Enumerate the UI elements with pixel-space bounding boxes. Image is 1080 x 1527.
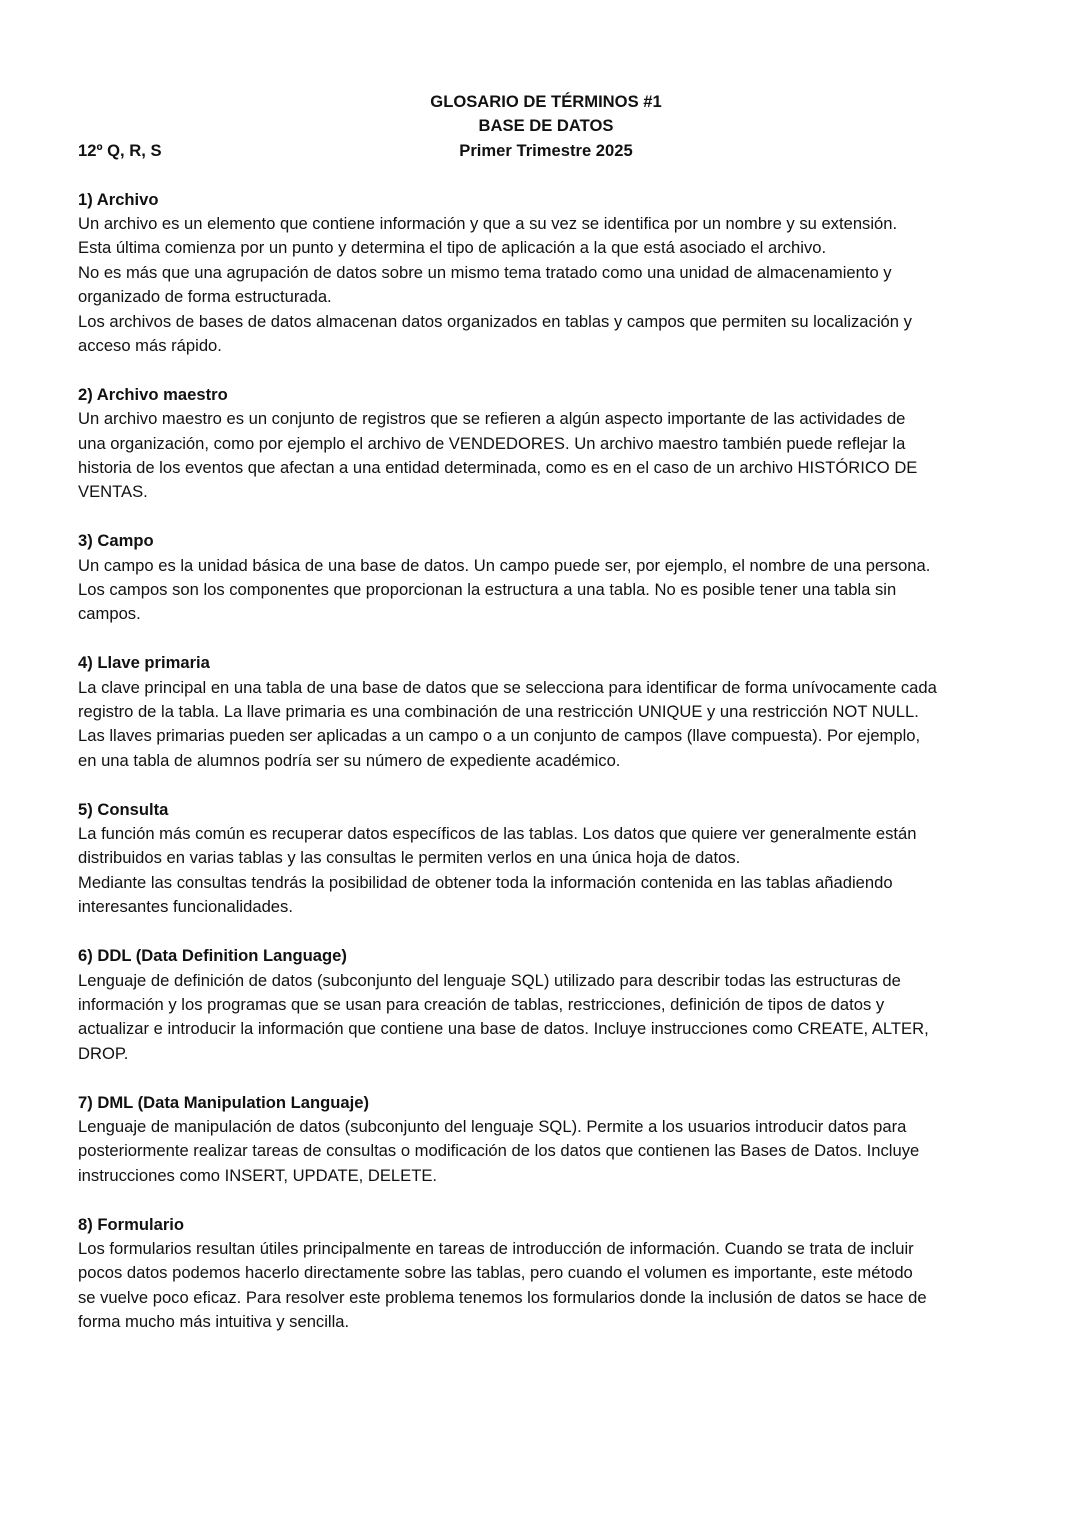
- entry-title: 1) Archivo: [78, 189, 159, 209]
- glossary-entry: [78, 163, 1038, 358]
- glossary-entry: [78, 773, 1038, 919]
- entry-text-line: Lenguaje de manipulación de datos (subconjunto del lenguaje SQL). Permite a los usuarios introducir datos para: [78, 1116, 907, 1136]
- document-term: Primer Trimestre 2025: [459, 140, 633, 160]
- entry-title: 6) DDL (Data Definition Language): [78, 946, 347, 966]
- glossary-entry: [78, 505, 1038, 627]
- entry-text-line: información y los programas que se usan para creación de tablas, restricciones, definición de tipos de datos y: [78, 994, 885, 1014]
- entry-text-line: acceso más rápido.: [78, 336, 222, 356]
- spacer: [78, 1066, 1038, 1090]
- glossary-entry: [78, 358, 1038, 504]
- entry-text-line: Lenguaje de definición de datos (subconjunto del lenguaje SQL) utilizado para describir todas las estructuras de: [78, 970, 901, 990]
- entry-text-line: Un archivo maestro es un conjunto de registros que se refieren a algún aspecto importante de las actividades de: [78, 409, 906, 429]
- spacer: [78, 920, 1038, 944]
- entry-text-line: Los formularios resultan útiles principalmente en tareas de introducción de información. Cuando se trata de incluir: [78, 1238, 914, 1258]
- entry-text-line: Los archivos de bases de datos almacenan datos organizados en tablas y campos que permiten su localización y: [78, 311, 912, 331]
- document-page: [78, 90, 1038, 1335]
- entry-text-line: instrucciones como INSERT, UPDATE, DELETE.: [78, 1165, 438, 1185]
- document-subject: BASE DE DATOS: [478, 116, 614, 136]
- entry-text-line: No es más que una agrupación de datos sobre un mismo tema tratado como una unidad de almacenamiento y: [78, 262, 892, 282]
- entry-text-line: actualizar e introducir la información que contiene una base de datos. Incluye instrucciones como CREATE, ALTER,: [78, 1019, 929, 1039]
- entry-text-line: VENTAS.: [78, 482, 148, 502]
- spacer: [78, 773, 1038, 797]
- entry-text-line: Un archivo es un elemento que contiene información y que a su vez se identifica por un nombre y su extensión.: [78, 213, 898, 233]
- entry-text-line: distribuidos en varias tablas y las consultas le permiten verlos en una única hoja de datos.: [78, 848, 741, 868]
- entry-text-line: pocos datos podemos hacerlo directamente sobre las tablas, pero cuando el volumen es importante, este método: [78, 1263, 913, 1283]
- grade-groups: 12º Q, R, S: [78, 140, 162, 160]
- entry-title: 5) Consulta: [78, 799, 169, 819]
- entry-text-line: Esta última comienza por un punto y determina el tipo de aplicación a la que está asociado el archivo.: [78, 238, 827, 258]
- glossary-sections: [78, 163, 1038, 1334]
- entry-title: 7) DML (Data Manipulation Languaje): [78, 1092, 370, 1112]
- entry-text-line: organizado de forma estructurada.: [78, 287, 332, 307]
- entry-title: 2) Archivo maestro: [78, 384, 228, 404]
- glossary-entry: [78, 1188, 1038, 1334]
- entry-title: 8) Formulario: [78, 1214, 185, 1234]
- entry-text-line: una organización, como por ejemplo el archivo de VENDEDORES. Un archivo maestro también puede reflejar la: [78, 433, 906, 453]
- spacer: [78, 505, 1038, 529]
- spacer: [78, 627, 1038, 651]
- entry-title: 4) Llave primaria: [78, 653, 210, 673]
- spacer: [78, 358, 1038, 382]
- entry-text-line: La función más común es recuperar datos específicos de las tablas. Los datos que quiere ver generalmente están: [78, 824, 917, 844]
- spacer: [78, 1188, 1038, 1212]
- glossary-entry: [78, 1066, 1038, 1188]
- entry-text-line: posteriormente realizar tareas de consultas o modificación de los datos que contienen las Bases de Datos. Incluye: [78, 1141, 920, 1161]
- entry-text-line: campos.: [78, 604, 141, 624]
- glossary-entry: [78, 627, 1038, 773]
- entry-text-line: Las llaves primarias pueden ser aplicadas a un campo o a un conjunto de campos (llave compuesta). Por ejemplo,: [78, 726, 921, 746]
- entry-text-line: registro de la tabla. La llave primaria es una combinación de una restricción UNIQUE y una restricción NOT NULL.: [78, 702, 919, 722]
- entry-text-line: Los campos son los componentes que proporcionan la estructura a una tabla. No es posible tener una tabla sin: [78, 580, 897, 600]
- entry-text-line: se vuelve poco eficaz. Para resolver este problema tenemos los formularios donde la inclusión de datos se hace de: [78, 1287, 927, 1307]
- entry-title: 3) Campo: [78, 531, 154, 551]
- entry-text-line: forma mucho más intuitiva y sencilla.: [78, 1312, 350, 1332]
- entry-text-line: Mediante las consultas tendrás la posibilidad de obtener toda la información contenida en las tablas añadiendo: [78, 872, 893, 892]
- entry-text-line: historia de los eventos que afectan a una entidad determinada, como es en el caso de un archivo HISTÓRICO DE: [78, 458, 918, 478]
- entry-text-line: Un campo es la unidad básica de una base de datos. Un campo puede ser, por ejemplo, el nombre de una persona.: [78, 555, 931, 575]
- entry-text-line: La clave principal en una tabla de una base de datos que se selecciona para identificar de forma unívocamente cada: [78, 677, 937, 697]
- glossary-entry: [78, 920, 1038, 1066]
- spacer: [78, 163, 1038, 187]
- document-title: GLOSARIO DE TÉRMINOS #1: [430, 92, 662, 111]
- entry-text-line: DROP.: [78, 1043, 129, 1063]
- document-header: [78, 90, 1038, 163]
- entry-text-line: en una tabla de alumnos podría ser su número de expediente académico.: [78, 750, 621, 770]
- entry-text-line: interesantes funcionalidades.: [78, 897, 293, 917]
